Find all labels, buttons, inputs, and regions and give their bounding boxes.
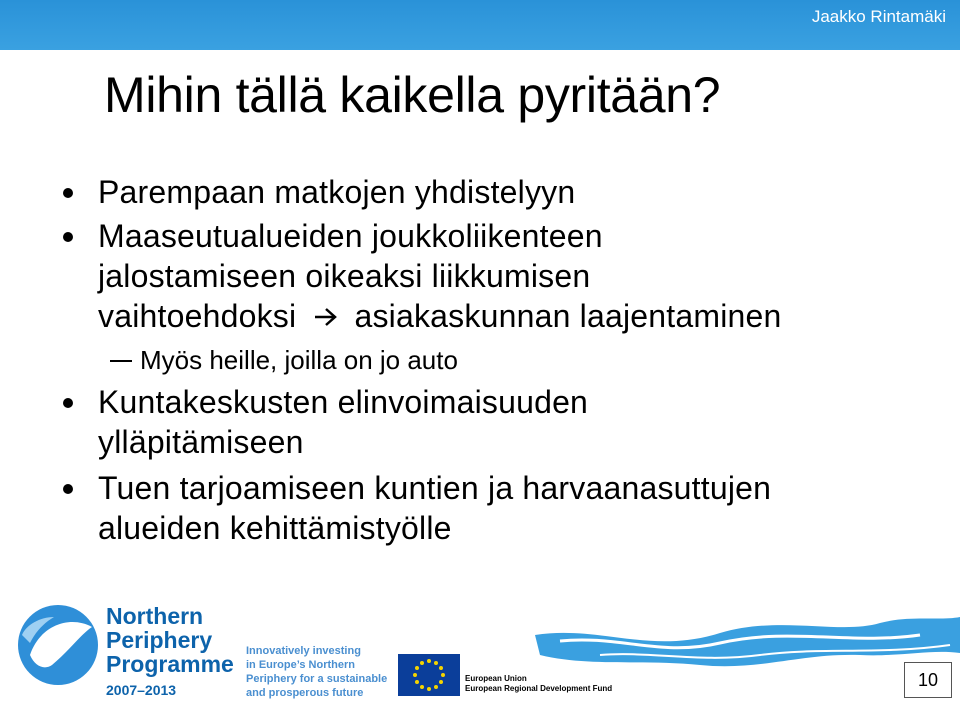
bullet-dot: [63, 398, 73, 408]
bullet-dot: [63, 484, 73, 494]
bullet-list: [60, 172, 940, 548]
programme-line: Programme: [106, 651, 234, 677]
sub-bullet-text: Myös heille, joilla on jo auto: [140, 345, 458, 375]
bullet-item: [60, 382, 940, 462]
bullet-text-line: ylläpitämiseen: [98, 424, 304, 460]
sub-bullet-dash: [110, 360, 132, 362]
eu-line: European Regional Development Fund: [465, 684, 613, 693]
eu-line: European Union: [465, 674, 527, 683]
eu-flag-icon: [398, 654, 460, 696]
bullet-text-line: [98, 296, 940, 336]
bullet-item: [60, 216, 940, 336]
bullet-text-line: alueiden kehittämistyölle: [98, 510, 452, 546]
npp-logo-icon: [18, 605, 98, 685]
bullet-text: Parempaan matkojen yhdistelyyn: [98, 174, 576, 210]
right-arrow-icon: [313, 296, 339, 336]
programme-line: Periphery: [106, 627, 213, 653]
bullet-item: [60, 468, 940, 548]
slogan-line: Periphery for a sustainable: [246, 673, 388, 685]
bullet-text-line: Kuntakeskusten elinvoimaisuuden: [98, 384, 589, 420]
slogan-line: and prosperous future: [246, 687, 364, 699]
slogan-line: Innovatively investing: [246, 645, 361, 657]
author-name: Jaakko Rintamäki: [811, 7, 946, 26]
bullet-dot: [63, 232, 73, 242]
bullet-text-part: vaihtoehdoksi: [98, 298, 297, 334]
eu-label: [465, 674, 612, 694]
sub-bullet-item: [60, 342, 940, 378]
programme-years: 2007–2013: [106, 682, 177, 698]
bullet-text-part: asiakaskunnan laajentaminen: [354, 298, 782, 334]
page-number: 10: [904, 662, 952, 698]
bullet-text-line: jalostamiseen oikeaksi liikkumisen: [98, 258, 591, 294]
programme-line: Northern: [106, 603, 204, 629]
bullet-text-line: Maaseutualueiden joukkoliikenteen: [98, 218, 603, 254]
bullet-item: [60, 172, 940, 212]
bullet-text-line: Tuen tarjoamiseen kuntien ja harvaanasuttujen: [98, 470, 772, 506]
programme-slogan: [246, 644, 387, 700]
wave-decoration-icon: [535, 617, 960, 666]
slogan-line: in Europe’s Northern: [246, 659, 355, 671]
programme-name: [106, 604, 234, 676]
slide-title: Mihin tällä kaikella pyritään?: [104, 67, 721, 123]
bullet-dot: [63, 188, 73, 198]
